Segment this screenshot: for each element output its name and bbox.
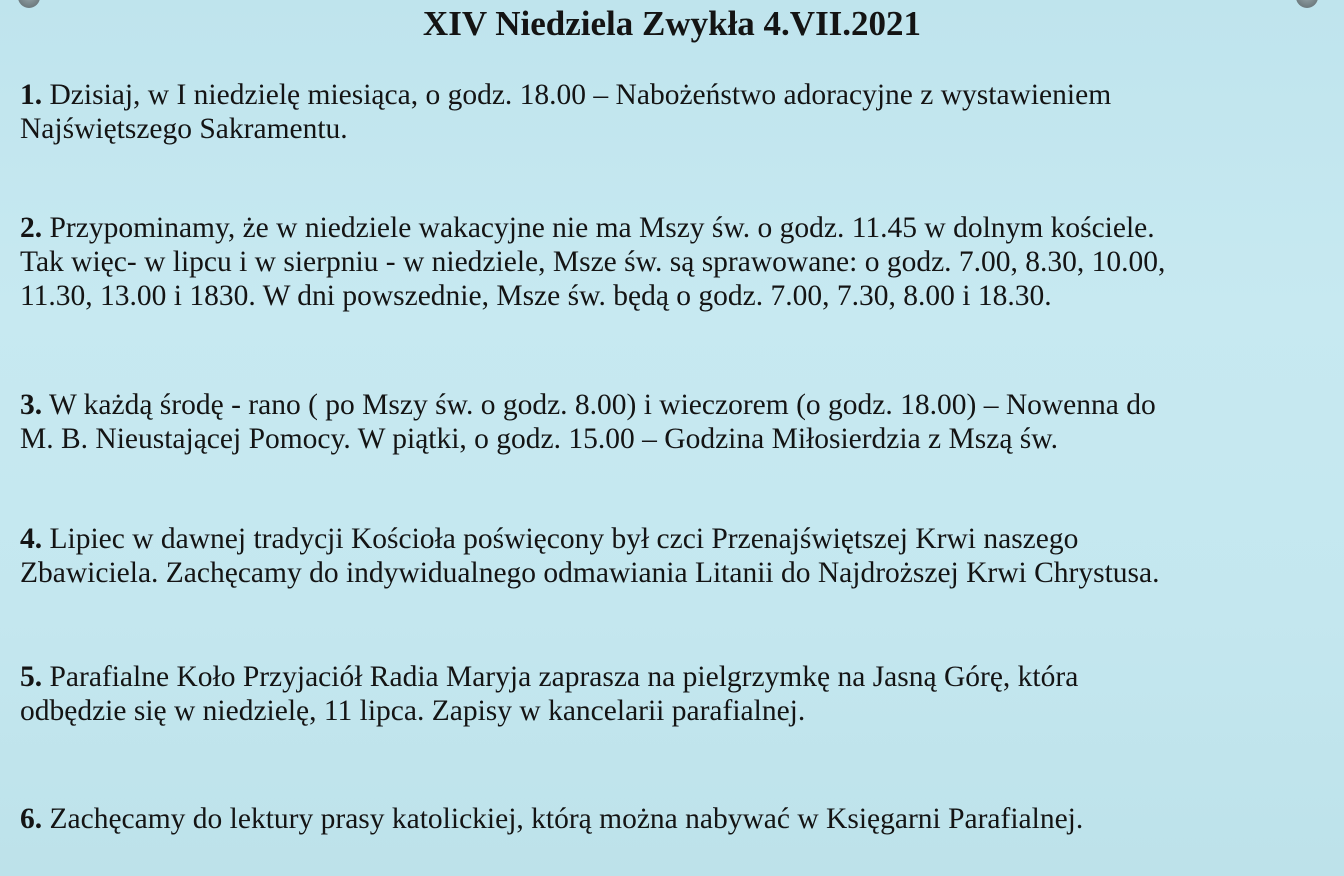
announcement-text: Najświętszego Sakramentu. bbox=[20, 113, 348, 145]
announcement-line bbox=[20, 802, 1342, 836]
announcement-text: Zachęcamy do lektury prasy katolickiej, którą można nabywać w Księgarni Parafialnej. bbox=[49, 803, 1084, 835]
announcement-text: 11.30, 13.00 i 1830. W dni powszednie, Msze św. będą o godz. 7.00, 7.30, 8.00 i 18.30. bbox=[20, 280, 1052, 312]
announcement-text: Parafialne Koło Przyjaciół Radia Maryja zaprasza na pielgrzymkę na Jasną Górę, która bbox=[49, 661, 1079, 693]
announcement-line bbox=[20, 522, 1342, 556]
announcement-3 bbox=[20, 388, 1342, 456]
announcement-line bbox=[20, 660, 1342, 694]
announcement-text: M. B. Nieustającej Pomocy. W piątki, o godz. 15.00 – Godzina Miłosierdzia z Mszą św. bbox=[20, 423, 1059, 455]
announcement-2 bbox=[20, 211, 1342, 313]
announcement-number: 4. bbox=[20, 523, 43, 555]
announcement-line bbox=[20, 211, 1342, 245]
announcement-text: Dzisiaj, w I niedzielę miesiąca, o godz. 18.00 – Nabożeństwo adoracyjne z wystawieniem bbox=[49, 79, 1112, 111]
announcement-line bbox=[20, 388, 1342, 422]
announcement-line bbox=[20, 78, 1342, 112]
page-title: XIV Niedziela Zwykła 4.VII.2021 bbox=[422, 4, 922, 43]
announcement-1 bbox=[20, 78, 1342, 146]
announcement-number: 1. bbox=[20, 79, 43, 111]
announcement-5 bbox=[20, 660, 1342, 728]
announcement-text: Lipiec w dawnej tradycji Kościoła poświęcony był czci Przenajświętszej Krwi naszego bbox=[49, 523, 1079, 555]
announcement-text: W każdą środę - rano ( po Mszy św. o godz. 8.00) i wieczorem (o godz. 18.00) – Nowenna do bbox=[48, 389, 1156, 421]
announcement-number: 2. bbox=[20, 212, 43, 244]
announcement-text: Zbawiciela. Zachęcamy do indywidualnego odmawiania Litanii do Najdroższej Krwi Chrystusa. bbox=[20, 557, 1160, 589]
announcement-number: 5. bbox=[20, 661, 43, 693]
announcement-6 bbox=[20, 802, 1342, 836]
announcement-text: Przypominamy, że w niedziele wakacyjne nie ma Mszy św. o godz. 11.45 w dolnym kościele. bbox=[49, 212, 1155, 244]
announcement-number: 6. bbox=[20, 803, 43, 835]
announcement-4 bbox=[20, 522, 1342, 590]
announcement-text: Tak więc- w lipcu i w sierpniu - w niedziele, Msze św. są sprawowane: o godz. 7.00, 8.30, 10.00, bbox=[20, 246, 1166, 278]
announcement-number: 3. bbox=[20, 389, 43, 421]
announcement-text: odbędzie się w niedzielę, 11 lipca. Zapisy w kancelarii parafialnej. bbox=[20, 695, 806, 727]
